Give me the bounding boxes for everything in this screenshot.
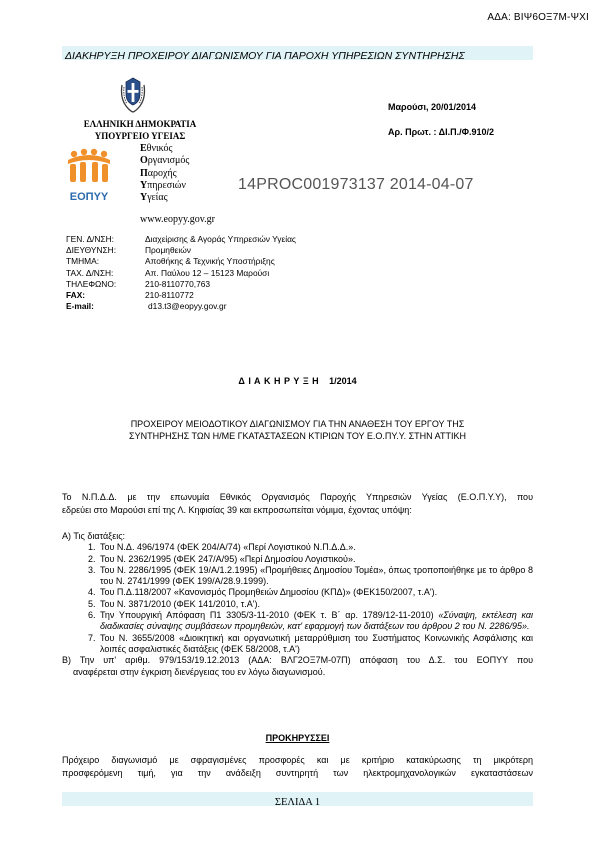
- list-item: 5. Του Ν. 3871/2010 (ΦΕΚ 141/2010, τ.Α').: [98, 599, 533, 610]
- greek-emblem-icon: [118, 76, 148, 114]
- ada-code: ΑΔΑ: ΒΙΨ6ΟΞ7Μ-ΨΧΙ: [487, 12, 589, 23]
- eopyy-word-3: Παροχής: [140, 167, 177, 179]
- proclaims-heading: ΠΡΟΚΗΡΥΣΣΕΙ: [265, 733, 330, 743]
- list-item: 7. Του Ν. 3655/2008 «Διοικητική και οργανωτική μεταρρύθμιση του Συστήματος Κοινωνικής Ασφάλισης και λοιπές ασφαλιστικές διατάξεις (ΦΕΚ 58/2008, τ.Α'): [98, 633, 533, 656]
- intro-line-1: Το Ν.Π.Δ.Δ. με την επωνυμία Εθνικός Οργανισμός Παροχής Υπηρεσιών Υγείας (Ε.Ο.Π.Υ.Υ), που: [62, 492, 533, 502]
- list-item: 2. Του Ν. 2362/1995 (ΦΕΚ 247/Α/95) «Περί Δημοσίου Λογιστικού».: [98, 554, 533, 565]
- website-link[interactable]: www.eopyy.gov.gr: [140, 214, 215, 225]
- list-item: 3. Του Ν. 2286/1995 (ΦΕΚ 19/Α/1.2.1995) «Προμήθειες Δημοσίου Τομέα», όπως τροποποιήθηκε με το άρθρο 8 του Ν. 2741/1999 (ΦΕΚ 199/Α/28.9.1999).: [98, 565, 533, 588]
- email-link[interactable]: d13.t3@eopyy.gov.gr: [148, 301, 227, 312]
- diakiryxi-title: Δ Ι Α Κ Η Ρ Υ Ξ Η 1/2014: [238, 376, 357, 386]
- page-number: ΣΕΛΙΔΑ 1: [274, 797, 321, 808]
- eopyy-logo-icon: [66, 148, 112, 204]
- section-b-line-1: Β) Την υπ' αριθμ. 979/153/19.12.2013 (ΑΔΑ: ΒΛΓ2ΟΞ7Μ-07Π) απόφαση του Δ.Σ. του ΕΟΠΥΥ που: [62, 655, 533, 666]
- subject-heading: [62, 418, 533, 442]
- section-b-line-2: αναφέρεται στην έγκριση διενέργειας του εν λόγω διαγωνισμού.: [73, 666, 326, 677]
- subject-line-2: ΣΥΝΤΗΡΗΣΗΣ ΤΩΝ Η/ΜΕ ΓΚΑΤΑΣΤΑΣΕΩΝ ΚΤΙΡΙΩΝ ΤΟΥ Ε.Ο.ΠΥ.Υ. ΣΤΗΝ ΑΤΤΙΚΗ: [129, 431, 466, 441]
- ministry-header: [60, 118, 220, 142]
- protocol-number: Αρ. Πρωτ. : ΔΙ.Π./Φ.910/2: [388, 127, 495, 137]
- closing-line-1: Πρόχειρο διαγωνισμό με σφραγισμένες προσφορές και με κριτήριο κατακύρωσης τη μικρότερη: [62, 755, 533, 765]
- document-date: Μαρούσι, 20/01/2014: [388, 102, 477, 112]
- top-band-title: ΔΙΑΚΗΡΥΞΗ ΠΡΟΧΕΙΡΟΥ ΔΙΑΓΩΝΙΣΜΟΥ ΓΙΑ ΠΑΡΟΧΗ ΥΠΗΡΕΣΙΩΝ ΣΥΝΤΗΡΗΣΗΣ: [65, 50, 465, 62]
- closing-paragraph: [62, 754, 533, 779]
- republic-name: ΕΛΛΗΝΙΚΗ ΔΗΜΟΚΡΑΤΙΑ: [83, 119, 197, 129]
- eopyy-logo-text: ΕΟΠΥΥ: [69, 191, 109, 203]
- subject-line-1: ΠΡΟΧΕΙΡΟΥ ΜΕΙΟΔΟΤΙΚΟΥ ΔΙΑΓΩΝΙΣΜΟΥ ΓΙΑ ΤΗΝ ΑΝΑΘΕΣΗ ΤΟΥ ΕΡΓΟΥ ΤΗΣ: [130, 419, 465, 429]
- eopyy-full-name: [140, 143, 189, 204]
- top-band: [62, 46, 533, 60]
- intro-line-2: εδρεύει στο Μαρούσι επί της Λ. Κηφισίας 39 και εκπροσωπείται νόμιμα, έχοντας υπόψη:: [62, 504, 412, 515]
- list-item: 4. Του Π.Δ.118/2007 «Κανονισμός Προμηθειών Δημοσίου (ΚΠΔ)» (ΦΕΚ150/2007, τ.Α').: [98, 587, 533, 598]
- list-item: 1. Του Ν.Δ. 496/1974 (ΦΕΚ 204/Α/74) «Περί Λογιστικού Ν.Π.Δ.Δ.».: [98, 542, 533, 553]
- eopyy-word-4: Υπηρεσιών: [140, 179, 186, 191]
- ministry-name: ΥΠΟΥΡΓΕΙΟ ΥΓΕΙΑΣ: [94, 131, 186, 141]
- eopyy-word-2: Οργανισμός: [140, 155, 190, 167]
- section-a-heading: Α) Τις διατάξεις:: [62, 531, 126, 541]
- provisions-section: [62, 531, 533, 678]
- intro-paragraph: [62, 491, 533, 516]
- provisions-list: [62, 542, 533, 655]
- list-item: 6. Την Υπουργική Απόφαση Π1 3305/3-11-2010 (ΦΕΚ τ. Β΄ αρ. 1789/12-11-2010) «Σύναψη, εκτέλεση και διαδικασίες σύναψης συμβάσεων προμηθειών, κατ' εφαρμογή των διατάξεων του άρθρου 2 του Ν. 2286/95».: [98, 610, 533, 633]
- closing-line-2: προσφερόμενη τιμή, για την ανάδειξη συντηρητή των ηλεκτρομηχανολογικών εγκαταστάσεων: [62, 767, 533, 778]
- protocol-stamp: 14PROC001973137 2014-04-07: [238, 176, 474, 193]
- eopyy-word-1: Εθνικός: [140, 143, 173, 154]
- footer-band: [62, 792, 533, 806]
- eopyy-word-5: Υγείας: [140, 192, 168, 204]
